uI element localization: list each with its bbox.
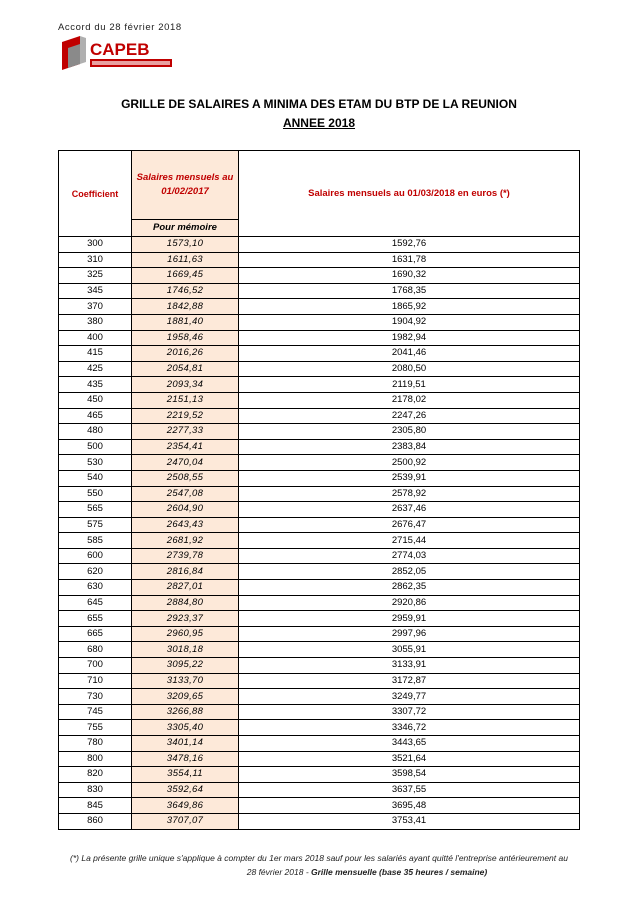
cell-new-salary: 2997,96 — [239, 626, 580, 642]
table-row — [59, 595, 580, 611]
page-year: ANNEE 2018 — [282, 116, 356, 130]
cell-old-salary: 3649,86 — [132, 798, 239, 814]
cell-coefficient: 710 — [59, 673, 132, 689]
table-row — [59, 798, 580, 814]
cell-coefficient: 415 — [59, 346, 132, 362]
cell-new-salary: 3055,91 — [239, 642, 580, 658]
cell-new-salary: 2041,46 — [239, 346, 580, 362]
memo-label: Pour mémoire — [132, 220, 239, 237]
table-row — [59, 548, 580, 564]
cell-coefficient: 425 — [59, 361, 132, 377]
cell-old-salary: 2923,37 — [132, 611, 239, 627]
cell-old-salary: 2816,84 — [132, 564, 239, 580]
cell-old-salary: 3707,07 — [132, 813, 239, 829]
cell-old-salary: 2470,04 — [132, 455, 239, 471]
cell-coefficient: 665 — [59, 626, 132, 642]
table-row — [59, 486, 580, 502]
cell-coefficient: 325 — [59, 268, 132, 284]
cell-new-salary: 3346,72 — [239, 720, 580, 736]
cell-new-salary: 2119,51 — [239, 377, 580, 393]
cell-coefficient: 655 — [59, 611, 132, 627]
cell-coefficient: 435 — [59, 377, 132, 393]
cell-new-salary: 2774,03 — [239, 548, 580, 564]
cell-new-salary: 2305,80 — [239, 424, 580, 440]
cell-new-salary: 2920,86 — [239, 595, 580, 611]
cell-old-salary: 1573,10 — [132, 237, 239, 253]
cell-coefficient: 700 — [59, 658, 132, 674]
cell-old-salary: 2827,01 — [132, 580, 239, 596]
table-row — [59, 361, 580, 377]
cell-coefficient: 575 — [59, 517, 132, 533]
cell-new-salary: 2500,92 — [239, 455, 580, 471]
cell-old-salary: 2054,81 — [132, 361, 239, 377]
cell-coefficient: 540 — [59, 470, 132, 486]
cell-new-salary: 2637,46 — [239, 502, 580, 518]
capeb-logo — [58, 34, 178, 74]
salary-table — [58, 150, 580, 830]
cell-old-salary: 3095,22 — [132, 658, 239, 674]
cell-new-salary: 1690,32 — [239, 268, 580, 284]
table-row — [59, 392, 580, 408]
cell-coefficient: 860 — [59, 813, 132, 829]
cell-new-salary: 3172,87 — [239, 673, 580, 689]
table-row — [59, 533, 580, 549]
cell-new-salary: 3249,77 — [239, 689, 580, 705]
table-row — [59, 626, 580, 642]
cell-new-salary: 3521,64 — [239, 751, 580, 767]
cell-coefficient: 755 — [59, 720, 132, 736]
cell-coefficient: 310 — [59, 252, 132, 268]
cell-coefficient: 800 — [59, 751, 132, 767]
table-row — [59, 314, 580, 330]
table-row — [59, 237, 580, 253]
cell-coefficient: 530 — [59, 455, 132, 471]
table-row — [59, 330, 580, 346]
logo-text: CAPEB — [90, 40, 150, 59]
table-row — [59, 517, 580, 533]
table-row — [59, 658, 580, 674]
cell-coefficient: 680 — [59, 642, 132, 658]
table-row — [59, 642, 580, 658]
cell-old-salary: 3018,18 — [132, 642, 239, 658]
cell-new-salary: 2247,26 — [239, 408, 580, 424]
cell-new-salary: 1592,76 — [239, 237, 580, 253]
table-row — [59, 673, 580, 689]
table-row — [59, 751, 580, 767]
cell-coefficient: 585 — [59, 533, 132, 549]
table-row — [59, 564, 580, 580]
table-row — [59, 439, 580, 455]
cell-new-salary: 2862,35 — [239, 580, 580, 596]
cell-coefficient: 630 — [59, 580, 132, 596]
footnote-date: 28 février 2018 - — [246, 867, 312, 877]
cell-old-salary: 2219,52 — [132, 408, 239, 424]
cell-old-salary: 2604,90 — [132, 502, 239, 518]
cell-old-salary: 3401,14 — [132, 736, 239, 752]
table-row — [59, 252, 580, 268]
cell-old-salary: 3554,11 — [132, 767, 239, 783]
table-row — [59, 611, 580, 627]
cell-coefficient: 730 — [59, 689, 132, 705]
cell-coefficient: 450 — [59, 392, 132, 408]
cell-coefficient: 780 — [59, 736, 132, 752]
cell-new-salary: 3133,91 — [239, 658, 580, 674]
cell-coefficient: 830 — [59, 782, 132, 798]
cell-new-salary: 3307,72 — [239, 704, 580, 720]
table-row — [59, 377, 580, 393]
cell-old-salary: 2960,95 — [132, 626, 239, 642]
cell-new-salary: 3637,55 — [239, 782, 580, 798]
cell-new-salary: 2676,47 — [239, 517, 580, 533]
header-new-salary: Salaires mensuels au 01/03/2018 en euros (*) — [239, 151, 580, 237]
cell-new-salary: 3443,65 — [239, 736, 580, 752]
cell-old-salary: 2354,41 — [132, 439, 239, 455]
table-row — [59, 720, 580, 736]
table-row — [59, 268, 580, 284]
cell-new-salary: 3753,41 — [239, 813, 580, 829]
cell-new-salary: 2178,02 — [239, 392, 580, 408]
cell-coefficient: 845 — [59, 798, 132, 814]
cell-coefficient: 345 — [59, 283, 132, 299]
cell-coefficient: 500 — [59, 439, 132, 455]
cell-old-salary: 2508,55 — [132, 470, 239, 486]
cell-coefficient: 565 — [59, 502, 132, 518]
table-row — [59, 736, 580, 752]
table-row — [59, 346, 580, 362]
cell-old-salary: 1669,45 — [132, 268, 239, 284]
cell-coefficient: 380 — [59, 314, 132, 330]
cell-new-salary: 3695,48 — [239, 798, 580, 814]
cell-old-salary: 2643,43 — [132, 517, 239, 533]
cell-coefficient: 620 — [59, 564, 132, 580]
cell-old-salary: 3133,70 — [132, 673, 239, 689]
cell-old-salary: 1611,63 — [132, 252, 239, 268]
cell-coefficient: 370 — [59, 299, 132, 315]
cell-old-salary: 1958,46 — [132, 330, 239, 346]
cell-new-salary: 2383,84 — [239, 439, 580, 455]
cell-new-salary: 1904,92 — [239, 314, 580, 330]
cell-old-salary: 2151,13 — [132, 392, 239, 408]
header-coefficient: Coefficient — [59, 151, 132, 237]
cell-old-salary: 1746,52 — [132, 283, 239, 299]
cell-coefficient: 300 — [59, 237, 132, 253]
cell-new-salary: 2715,44 — [239, 533, 580, 549]
cell-old-salary: 2739,78 — [132, 548, 239, 564]
cell-old-salary: 1881,40 — [132, 314, 239, 330]
cell-new-salary: 1865,92 — [239, 299, 580, 315]
cell-coefficient: 550 — [59, 486, 132, 502]
cell-old-salary: 3209,65 — [132, 689, 239, 705]
footnote: (*) La présente grille unique s'applique à compter du 1er mars 2018 sauf pour les salariés ayant quitté l'entreprise antérieurement au — [70, 853, 568, 863]
cell-old-salary: 2884,80 — [132, 595, 239, 611]
cell-old-salary: 2093,34 — [132, 377, 239, 393]
cell-old-salary: 2016,26 — [132, 346, 239, 362]
cell-coefficient: 400 — [59, 330, 132, 346]
cell-new-salary: 1768,35 — [239, 283, 580, 299]
cell-coefficient: 820 — [59, 767, 132, 783]
table-row — [59, 283, 580, 299]
table-row — [59, 689, 580, 705]
cell-coefficient: 645 — [59, 595, 132, 611]
cell-new-salary: 2539,91 — [239, 470, 580, 486]
cell-new-salary: 1982,94 — [239, 330, 580, 346]
table-row — [59, 580, 580, 596]
cell-coefficient: 600 — [59, 548, 132, 564]
cell-coefficient: 465 — [59, 408, 132, 424]
table-row — [59, 502, 580, 518]
table-row — [59, 424, 580, 440]
cell-old-salary: 3305,40 — [132, 720, 239, 736]
cell-old-salary: 1842,88 — [132, 299, 239, 315]
cell-new-salary: 1631,78 — [239, 252, 580, 268]
cell-old-salary: 2547,08 — [132, 486, 239, 502]
cell-coefficient: 745 — [59, 704, 132, 720]
footnote-basis: Grille mensuelle (base 35 heures / semaine) — [311, 867, 488, 877]
table-row — [59, 470, 580, 486]
cell-old-salary: 3592,64 — [132, 782, 239, 798]
table-row — [59, 782, 580, 798]
table-header-row — [59, 151, 580, 220]
cell-old-salary: 3266,88 — [132, 704, 239, 720]
table-row — [59, 455, 580, 471]
table-row — [59, 299, 580, 315]
cell-old-salary: 3478,16 — [132, 751, 239, 767]
table-row — [59, 408, 580, 424]
page-title: GRILLE DE SALAIRES A MINIMA DES ETAM DU BTP DE LA REUNION — [121, 97, 517, 111]
header-old-salary: Salaires mensuels au 01/02/2017 — [132, 151, 239, 220]
cell-new-salary: 3598,54 — [239, 767, 580, 783]
cell-coefficient: 480 — [59, 424, 132, 440]
table-row — [59, 704, 580, 720]
cell-old-salary: 2277,33 — [132, 424, 239, 440]
table-row — [59, 813, 580, 829]
footnote-line2 — [48, 867, 638, 877]
cell-new-salary: 2080,50 — [239, 361, 580, 377]
cell-new-salary: 2852,05 — [239, 564, 580, 580]
cell-new-salary: 2578,92 — [239, 486, 580, 502]
agreement-date: Accord du 28 février 2018 — [58, 22, 182, 33]
cell-new-salary: 2959,91 — [239, 611, 580, 627]
table-row — [59, 767, 580, 783]
cell-old-salary: 2681,92 — [132, 533, 239, 549]
